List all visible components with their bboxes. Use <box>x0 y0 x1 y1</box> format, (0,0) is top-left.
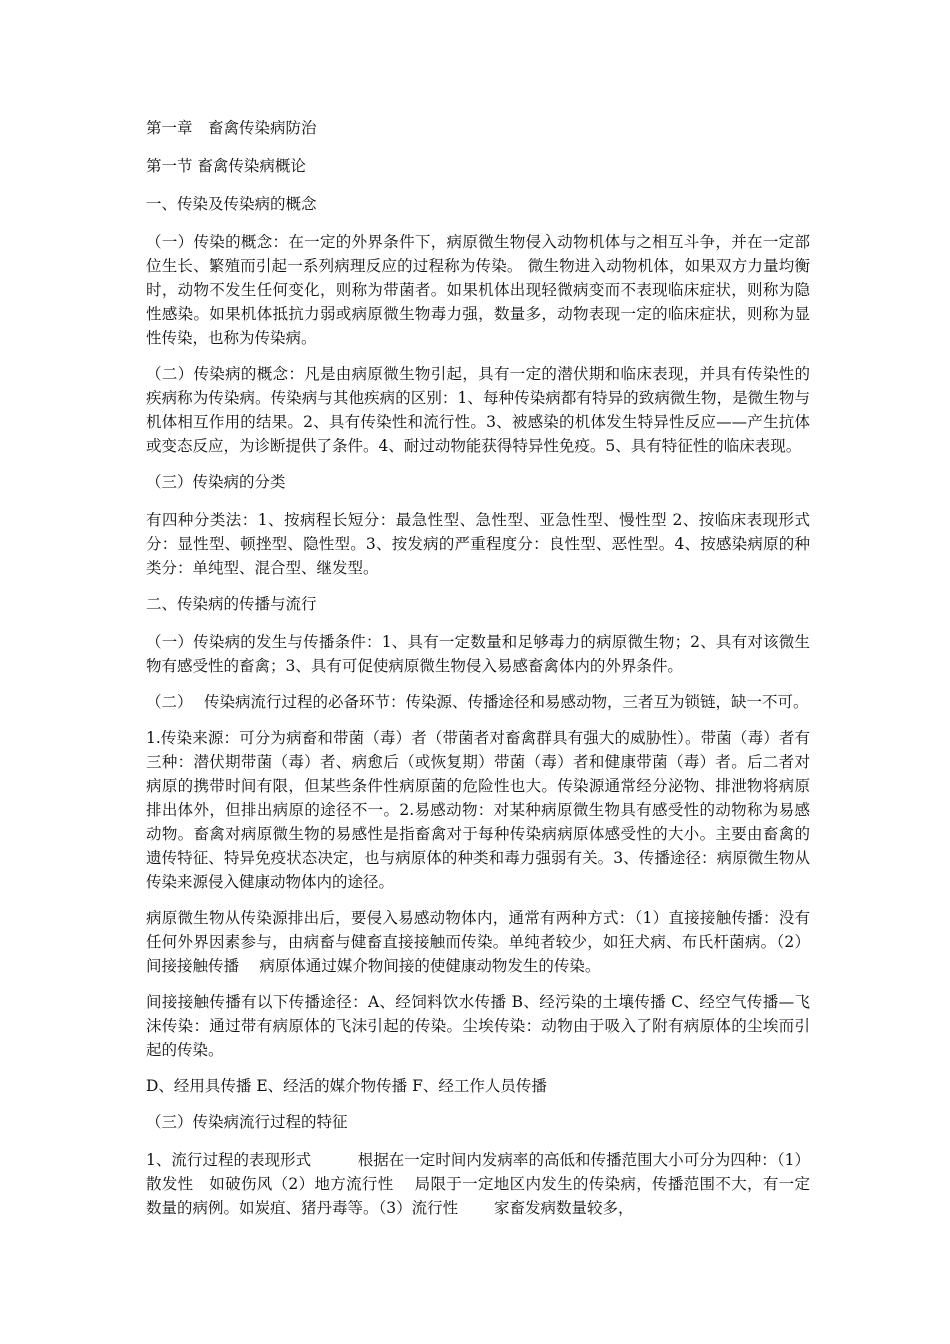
heading-classification: （三）传染病的分类 <box>146 473 286 491</box>
paragraph-disease-concept: （二）传染病的概念：凡是由病原微生物引起，具有一定的潜伏期和临床表现，并具有传染性的疾病称为传染病。传染病与其他疾病的区别：1、每种传染病都有特异的致病微生物，是微生物与机体相互作用的结果。2、具有传染性和流行性。3、被感染的机体发生特异性反应——产生抗体或变态反应，为诊断提供了条件。4、耐过动物能获得特异性免疫。5、具有特征性的临床表现。 <box>146 365 810 455</box>
heading-epidemic-features: （三）传染病流行过程的特征 <box>146 1113 348 1131</box>
paragraph-epidemic-links <box>146 690 810 714</box>
paragraph-other-routes: D、经用具传播 E、经活的媒介物传播 F、经工作人员传播 <box>146 1077 547 1095</box>
paragraph-transmission-conditions: （一）传染病的发生与传播条件：1、具有一定数量和足够毒力的病原微生物；2、具有对该微生物有感受性的畜禽；3、具有可促使病原微生物侵入易感畜禽体内的外界条件。 <box>146 633 810 675</box>
paragraph-classification: 有四种分类法：1、按病程长短分：最急性型、急性型、亚急性型、慢性型 2、按临床表现形式分：显性型、顿挫型、隐性型。3、按发病的严重程度分：良性型、恶性型。4、按感染病原的种类分：单纯型、混合型、继发型。 <box>146 511 810 577</box>
paragraph-infection-source: 1.传染来源：可分为病畜和带菌（毒）者（带菌者对畜禽群具有强大的威胁性）。带菌（毒）者有三种：潜伏期带菌（毒）者、病愈后（或恢复期）带菌（毒）者和健康带菌（毒）者。后二者对病原的携带时间有限，但某些条件性病原菌的危险性也大。传染源通常经分泌物、排泄物将病原排出体外，但排出病原的途径不一。2.易感动物：对某种病原微生物具有感受性的动物称为易感动物。畜禽对病原微生物的易感性是指畜禽对于每种传染病病原体感受性的大小。主要由畜禽的遗传特征、特异免疫状态决定，也与病原体的种类和毒力强弱有关。3、传播途径：病原微生物从传染来源侵入健康动物体内的途径。 <box>146 729 810 891</box>
heading-concept: 一、传染及传染病的概念 <box>146 195 317 213</box>
heading-transmission: 二、传染病的传播与流行 <box>146 595 317 613</box>
section-title: 第一节 畜禽传染病概论 <box>146 157 306 175</box>
paragraph-indirect-routes: 间接接触传播有以下传播途径：A、经饲料饮水传播 B、经污染的土壤传播 C、经空气传播—飞沫传染：通过带有病原体的飞沫引起的传染。尘埃传染：动物由于吸入了附有病原体的尘埃而引起的传染。 <box>146 993 810 1059</box>
paragraph-epidemic-forms: 1、流行过程的表现形式 根据在一定时间内发病率的高低和传播范围大小可分为四种：（1）散发性 如破伤风（2）地方流行性 局限于一定地区内发生的传染病，传播范围不大，有一定数量的病例。如炭疽、猪丹毒等。（3）流行性 家畜发病数量较多， <box>146 1151 810 1217</box>
list-text: 传染病流行过程的必备环节：传染源、传播途径和易感动物，三者互为锁链，缺一不可。 <box>204 693 809 711</box>
list-number: （二） <box>146 693 193 711</box>
paragraph-transmission-modes: 病原微生物从传染源排出后，要侵入易感动物体内，通常有两种方式：（1）直接接触传播：没有任何外界因素参与，由病畜与健畜直接接触而传染。单纯者较少，如狂犬病、布氏杆菌病。（2）间接接触传播 病原体通过媒介物间接的使健康动物发生的传染。 <box>146 909 810 975</box>
document-page <box>146 116 810 1232</box>
paragraph-infection-concept: （一）传染的概念：在一定的外界条件下，病原微生物侵入动物机体与之相互斗争，并在一定部位生长、繁殖而引起一系列病理反应的过程称为传染。 微生物进入动物机体，如果双方力量均衡时，动物不发生任何变化，则称为带菌者。如果机体出现轻微病变而不表现临床症状，则称为隐性感染。如果机体抵抗力弱或病原微生物毒力强，数量多，动物表现一定的临床症状，则称为显性传染，也称为传染病。 <box>146 233 810 347</box>
chapter-title: 第一章 畜禽传染病防治 <box>146 119 317 137</box>
